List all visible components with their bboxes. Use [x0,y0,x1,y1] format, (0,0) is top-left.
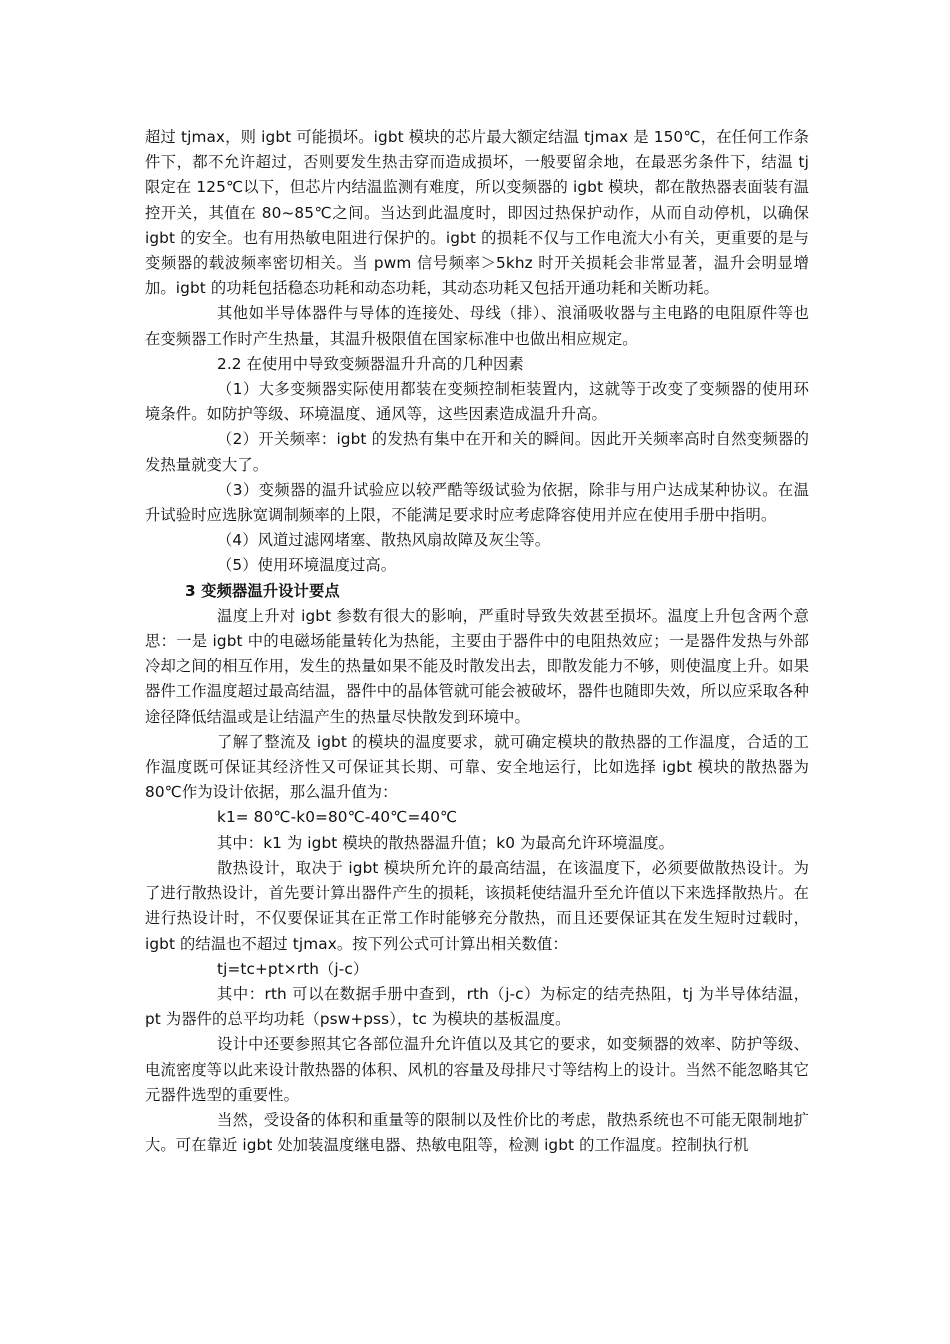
formula-tj: tj=tc+pt×rth（j-c） [217,959,369,978]
list-item-1: （1）大多变频器实际使用都装在变频控制柜装置内，这就等于改变了变频器的使用环境条件。如防护等级、环境温度、通风等，这些因素造成温升升高。 [145,380,809,424]
paragraph-temperature-effects: 温度上升对 igbt 参数有很大的影响，严重时导致失效甚至损坏。温度上升包含两个意思：一是 igbt 中的电磁场能量转化为热能，主要由于器件中的电阻热效应；一是器件发热与外部冷却之间的相互作用，发生的热量如果不能及时散发出去，即散发能力不够，则使温度上升。如果器件工作温度超过最高结温，器件中的晶体管就可能会被破坏，器件也随即失效，所以应采取各种途径降低结温或是让结温产生的热量尽快散发到环境中。 [145,606,809,726]
document-body [145,125,809,1158]
list-item-5: （5）使用环境温度过高。 [217,556,397,575]
section-heading-3: 3 变频器温升设计要点 [185,581,340,600]
paragraph-igbt-junction-temp: 超过 tjmax，则 igbt 可能损坏。igbt 模块的芯片最大额定结温 tjmax 是 150℃，在任何工作条件下，都不允许超过，否则要发生热击穿而造成损坏，一般要留余地，在最恶劣条件下，结温 tj 限定在 125℃以下，但芯片内结温监测有难度，所以变频器的 igbt 模块，都在散热器表面装有温控开关，其值在 80~85℃之间。当达到此温度时，即因过热保护动作，从而自动停机，以确保 igbt 的安全。也有用热敏电阻进行保护的。igbt 的损耗不仅与工作电流大小有关，更重要的是与变频器的载波频率密切相关。当 pwm 信号频率＞5khz 时开关损耗会非常显著，温升会明显增加。igbt 的功耗包括稳态功耗和动态功耗，其动态功耗又包括开通功耗和关断功耗。 [145,128,809,298]
paragraph-tj-definition: 其中：rth 可以在数据手册中查到，rth（j-c）为标定的结壳热阻，tj 为半导体结温，pt 为器件的总平均功耗（psw+pss），tc 为模块的基板温度。 [145,984,809,1029]
paragraph-other-heat-sources: 其他如半导体器件与导体的连接处、母线（排）、浪涌吸收器与主电路的电阻原件等也在变频器工作时产生热量，其温升极限值在国家标准中也做出相应规定。 [145,304,809,348]
paragraph-k1-definition: 其中：k1 为 igbt 模块的散热器温升值；k0 为最高允许环境温度。 [217,833,675,852]
list-item-4: （4）风道过滤网堵塞、散热风扇故障及灰尘等。 [217,531,551,550]
formula-k1: k1= 80℃-k0=80℃-40℃=40℃ [217,808,458,827]
paragraph-thermal-design: 散热设计，取决于 igbt 模块所允许的最高结温，在该温度下，必须要做散热设计。为了进行散热设计，首先要计算出器件产生的损耗，该损耗使结温升至允许值以下来选择散热片。在进行热设计时，不仅要保证其在正常工作时能够充分散热，而且还要保证其在发生短时过载时，igbt 的结温也不超过 tjmax。按下列公式可计算出相关数值： [145,858,809,953]
section-heading-2-2: 2.2 在使用中导致变频器温升升高的几种因素 [217,354,524,373]
list-item-2: （2）开关频率：igbt 的发热有集中在开和关的瞬间。因此开关频率高时自然变频器的发热量就变大了。 [145,430,809,474]
paragraph-design-references: 设计中还要参照其它各部位温升允许值以及其它的要求，如变频器的效率、防护等级、电流密度等以此来设计散热器的体积、风机的容量及母排尺寸等结构上的设计。当然不能忽略其它元器件选型的重要性。 [145,1035,809,1104]
list-item-3: （3）变频器的温升试验应以较严酷等级试验为依据，除非与用户达成某种协议。在温升试验时应选脉宽调制频率的上限，不能满足要求时应考虑降容使用并应在使用手册中指明。 [145,480,809,525]
paragraph-cooling-limits: 当然，受设备的体积和重量等的限制以及性价比的考虑，散热系统也不可能无限制地扩大。可在靠近 igbt 处加装温度继电器、热敏电阻等，检测 igbt 的工作温度。控制执行机 [145,1110,809,1155]
paragraph-heatsink-temperature: 了解了整流及 igbt 的模块的温度要求，就可确定模块的散热器的工作温度，合适的工作温度既可保证其经济性又可保证其长期、可靠、安全地运行，比如选择 igbt 模块的散热器为 80℃作为设计依据，那么温升值为： [145,732,809,802]
